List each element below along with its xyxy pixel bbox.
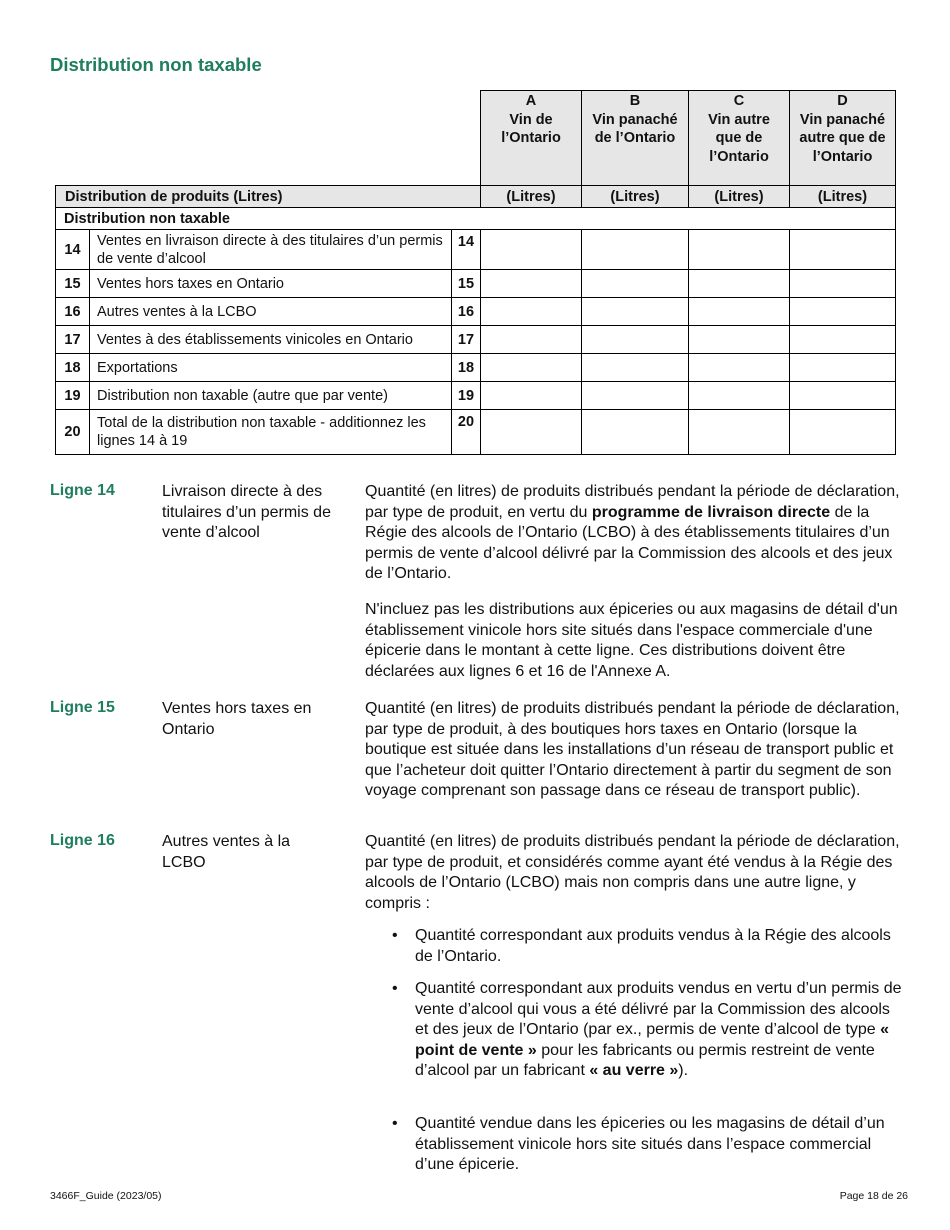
input-cell-b[interactable] bbox=[582, 230, 689, 270]
section-heading: Distribution non taxable bbox=[56, 208, 896, 230]
input-cell-a[interactable] bbox=[481, 326, 582, 354]
line-15-title: Ventes hors taxes en Ontario bbox=[162, 700, 312, 738]
input-cell-c[interactable] bbox=[689, 354, 790, 382]
input-cell-d[interactable] bbox=[790, 326, 896, 354]
bullet-icon: • bbox=[392, 1115, 398, 1132]
column-header-c: C Vin autre que de l’Ontario bbox=[689, 91, 790, 186]
row-number: 19 bbox=[56, 382, 90, 410]
bullet-item-3: Quantité vendue dans les épiceries ou les magasins de détail d’un établissement vinicole hors site situés dans l’espace commercial d’une épicerie. bbox=[415, 1115, 885, 1174]
input-cell-c[interactable] bbox=[689, 326, 790, 354]
row-line-number: 20 bbox=[452, 410, 481, 455]
row-description: Ventes à des établissements vinicoles en Ontario bbox=[90, 326, 452, 354]
footer-page-number: Page 18 de 26 bbox=[839, 1190, 908, 1202]
line-15-paragraph: Quantité (en litres) de produits distribués pendant la période de déclaration, par type de produit, à des boutiques hors taxes en Ontario (lorsque la boutique est située dans les installations d’un réseau de transport public et que l’acheteur doit quitter l’Ontario directement à partir du segment de son voyage comprenant son passage dans ce réseau de transport public). bbox=[365, 700, 900, 800]
row-description: Autres ventes à la LCBO bbox=[90, 298, 452, 326]
line-14-paragraph-1: Quantité (en litres) de produits distribués pendant la période de déclaration, par type de produit, en vertu du programme de livraison directe de la Régie des alcools de l’Ontario (LCBO) à des établissements titulaires d’un permis de vente d’alcool délivré par la Commission des alcools et des jeux de l’Ontario. bbox=[365, 483, 900, 583]
input-cell-a[interactable] bbox=[481, 230, 582, 270]
table-row bbox=[56, 298, 896, 326]
table-row bbox=[56, 354, 896, 382]
input-cell-d[interactable] bbox=[790, 382, 896, 410]
row-line-number: 14 bbox=[452, 230, 481, 270]
input-cell-b[interactable] bbox=[582, 410, 689, 455]
distribution-table bbox=[55, 90, 896, 455]
input-cell-d[interactable] bbox=[790, 354, 896, 382]
input-cell-b[interactable] bbox=[582, 382, 689, 410]
input-cell-c[interactable] bbox=[689, 382, 790, 410]
bullet-icon: • bbox=[392, 980, 398, 997]
input-cell-b[interactable] bbox=[582, 270, 689, 298]
row-line-number: 17 bbox=[452, 326, 481, 354]
table-row bbox=[56, 270, 896, 298]
input-cell-d[interactable] bbox=[790, 230, 896, 270]
row-number: 15 bbox=[56, 270, 90, 298]
line-16-paragraph: Quantité (en litres) de produits distribués pendant la période de déclaration, par type de produit, et considérés comme ayant été vendus à la Régie des alcools de l’Ontario (LCBO) mais non compris dans une autre ligne, y compris : bbox=[365, 833, 900, 912]
table-row bbox=[56, 382, 896, 410]
bullet-item-1: Quantité correspondant aux produits vendus à la Régie des alcools de l’Ontario. bbox=[415, 927, 891, 965]
line-16-label: Ligne 16 bbox=[50, 832, 115, 849]
row-number: 14 bbox=[56, 230, 90, 270]
input-cell-a[interactable] bbox=[481, 354, 582, 382]
row-description: Distribution non taxable (autre que par vente) bbox=[90, 382, 452, 410]
input-cell-b[interactable] bbox=[582, 354, 689, 382]
table-row bbox=[56, 230, 896, 270]
row-line-number: 19 bbox=[452, 382, 481, 410]
bullet-item-2: Quantité correspondant aux produits vendus en vertu d’un permis de vente d’alcool qui vous a été délivré par la Commission des alcools et des jeux de l’Ontario (par ex., permis de vente d’alcool de type « point de vente » pour les fabricants ou permis restreint de vente d’alcool par un fabricant « au verre »). bbox=[415, 980, 902, 1080]
input-cell-c[interactable] bbox=[689, 298, 790, 326]
column-header-b: B Vin panaché de l’Ontario bbox=[582, 91, 689, 186]
line-15-label: Ligne 15 bbox=[50, 699, 115, 716]
line-14-label: Ligne 14 bbox=[50, 482, 115, 499]
row-line-number: 18 bbox=[452, 354, 481, 382]
row-description: Ventes hors taxes en Ontario bbox=[90, 270, 452, 298]
row-description: Exportations bbox=[90, 354, 452, 382]
input-cell-a[interactable] bbox=[481, 298, 582, 326]
column-header-d: D Vin panaché autre que de l’Ontario bbox=[790, 91, 896, 186]
unit-header-c: (Litres) bbox=[689, 186, 790, 208]
column-header-a: A Vin de l’Ontario bbox=[481, 91, 582, 186]
table-corner-blank bbox=[56, 91, 481, 186]
input-cell-a[interactable] bbox=[481, 382, 582, 410]
input-cell-c[interactable] bbox=[689, 410, 790, 455]
input-cell-b[interactable] bbox=[582, 298, 689, 326]
row-number: 16 bbox=[56, 298, 90, 326]
page-title: Distribution non taxable bbox=[50, 54, 262, 75]
input-cell-a[interactable] bbox=[481, 270, 582, 298]
row-number: 20 bbox=[56, 410, 90, 455]
table-row bbox=[56, 326, 896, 354]
bullet-icon: • bbox=[392, 927, 398, 944]
products-header: Distribution de produits (Litres) bbox=[56, 186, 481, 208]
row-description: Total de la distribution non taxable - additionnez les lignes 14 à 19 bbox=[90, 410, 452, 455]
input-cell-b[interactable] bbox=[582, 326, 689, 354]
row-line-number: 16 bbox=[452, 298, 481, 326]
input-cell-d[interactable] bbox=[790, 298, 896, 326]
line-14-paragraph-2: N'incluez pas les distributions aux épiceries ou aux magasins de détail d'un établissement vinicole hors site situés dans l'espace commerciale d'une épicerie dans le montant à cette ligne. Ces distributions doivent être déclarées aux lignes 6 et 16 de l'Annexe A. bbox=[365, 601, 898, 680]
unit-header-d: (Litres) bbox=[790, 186, 896, 208]
input-cell-d[interactable] bbox=[790, 270, 896, 298]
row-line-number: 15 bbox=[452, 270, 481, 298]
line-14-title: Livraison directe à des titulaires d’un permis de vente d’alcool bbox=[162, 483, 331, 542]
line-16-title: Autres ventes à la LCBO bbox=[162, 833, 291, 871]
row-number: 17 bbox=[56, 326, 90, 354]
row-number: 18 bbox=[56, 354, 90, 382]
unit-header-a: (Litres) bbox=[481, 186, 582, 208]
footer-form-id: 3466F_Guide (2023/05) bbox=[50, 1190, 162, 1202]
input-cell-c[interactable] bbox=[689, 270, 790, 298]
input-cell-d[interactable] bbox=[790, 410, 896, 455]
input-cell-a[interactable] bbox=[481, 410, 582, 455]
input-cell-c[interactable] bbox=[689, 230, 790, 270]
row-description: Ventes en livraison directe à des titulaires d’un permis de vente d’alcool bbox=[90, 230, 452, 270]
unit-header-b: (Litres) bbox=[582, 186, 689, 208]
table-row bbox=[56, 410, 896, 455]
